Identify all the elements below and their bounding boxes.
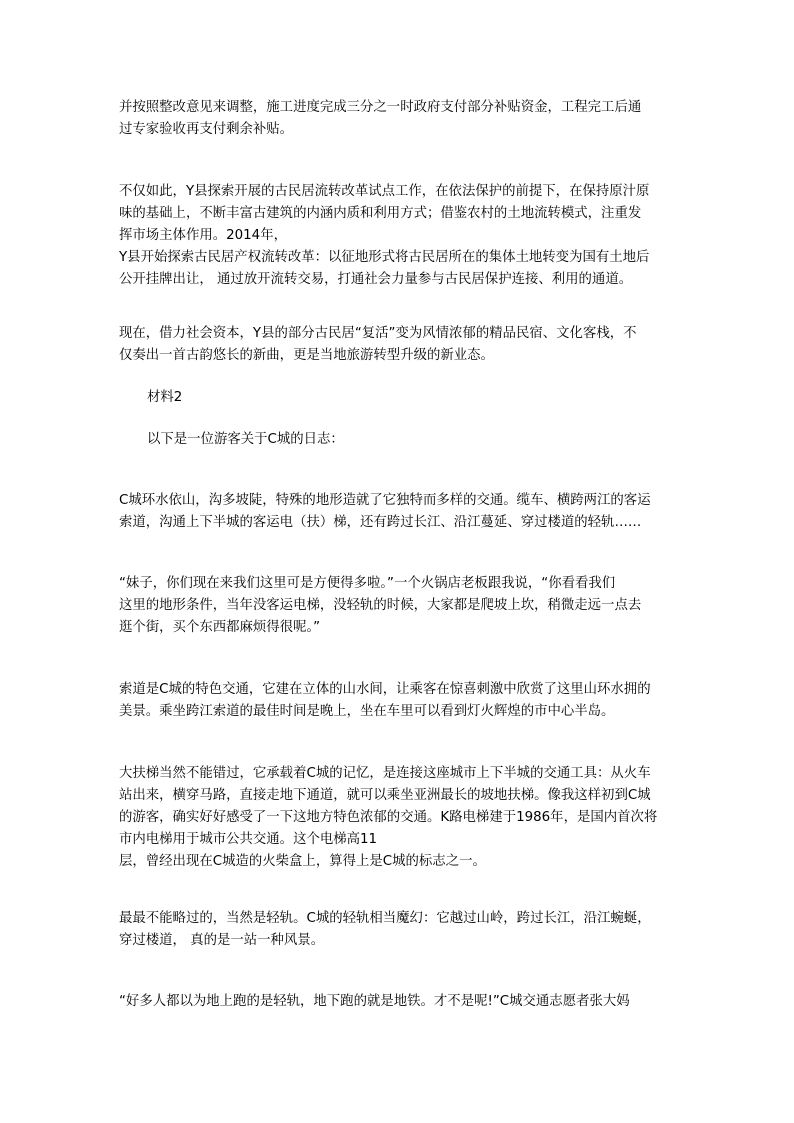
paragraph-city-transport (119, 490, 675, 534)
text-line: 不仅如此，Y县探索开展的古民居流转改革试点工作，在依法保护的前提下，在保持原汁原 (119, 184, 650, 199)
text-line: 公开挂牌出让， 通过放开流转交易，打通社会力量参与古民居保护连接、利用的通道。 (119, 272, 633, 287)
text-line: 逛个街，买个东西都麻烦得很呢。” (119, 620, 321, 635)
text-line: Y县开始探索古民居产权流转改革：以征地形式将古民居所在的集体土地转变为国有土地后 (119, 250, 650, 265)
text-line: 美景。乘坐跨江索道的最佳时间是晚上，坐在车里可以看到灯火辉煌的市中心半岛。 (119, 704, 615, 719)
paragraph-diary-intro (147, 429, 703, 451)
text-line: 以下是一位游客关于C城的日志： (147, 432, 344, 447)
text-line: 市内电梯用于城市公共交通。这个电梯高11 (119, 832, 378, 847)
paragraph-volunteer-quote (119, 991, 675, 1013)
text-line: C城环水依山，沟多坡陡，特殊的地形造就了它独特而多样的交通。缆车、横跨两江的客运 (119, 493, 651, 508)
paragraph-subsidy (119, 97, 675, 141)
text-line: 最最不能略过的，当然是轻轨。C城的轻轨相当魔幻：它越过山岭，跨过长江，沿江蜿蜒， (119, 911, 651, 926)
section-heading-material-2 (147, 387, 703, 409)
text-line: 材料2 (147, 390, 183, 405)
text-line: 现在，借力社会资本，Y县的部分古民居“复活”变为风情浓郁的精品民宿、文化客栈，不 (119, 326, 637, 341)
text-line: 仅奏出一首古韵悠长的新曲，更是当地旅游转型升级的新业态。 (119, 348, 494, 363)
text-line: 的游客，确实好好感受了一下这地方特色浓郁的交通。K路电梯建于1986年，是国内首次将 (119, 810, 658, 825)
paragraph-hotpot-owner (119, 573, 675, 639)
text-line: 过专家验收再支付剩余补贴。 (119, 122, 294, 137)
text-line: 大扶梯当然不能错过，它承载着C城的记忆，是连接这座城市上下半城的交通工具：从火车 (119, 766, 651, 781)
text-line: “妹子，你们现在来我们这里可是方便得多啦。”一个火锅店老板跟我说，“你看看我们 (119, 576, 616, 591)
text-line: 站出来，横穿马路，直接走地下通道，就可以乘坐亚洲最长的坡地扶梯。像我这样初到C城 (119, 788, 651, 803)
text-line: 并按照整改意见来调整，施工进度完成三分之一时政府支付部分补贴资金，工程完工后通 (119, 100, 642, 115)
text-line: 味的基础上，不断丰富古建筑的内涵内质和利用方式；借鉴农村的土地流转模式，注重发 (119, 206, 642, 221)
text-line: “好多人都以为地上跑的是轻轨，地下跑的就是地铁。才不是呢!”C城交通志愿者张大妈 (119, 994, 630, 1009)
paragraph-light-rail (119, 908, 675, 952)
text-line: 挥市场主体作用。2014年， (119, 228, 287, 243)
paragraph-ropeway (119, 679, 675, 723)
paragraph-transfer-reform (119, 181, 675, 291)
paragraph-revival (119, 323, 675, 367)
text-line: 层，曾经出现在C城造的火柴盒上，算得上是C城的标志之一。 (119, 854, 486, 869)
text-line: 穿过楼道， 真的是一站一种风景。 (119, 933, 325, 948)
paragraph-escalator (119, 763, 675, 873)
text-line: 索道是C城的特色交通，它建在立体的山水间，让乘客在惊喜刺激中欣赏了这里山环水拥的 (119, 682, 651, 697)
text-line: 索道，沟通上下半城的客运电（扶）梯，还有跨过长江、沿江蔓延、穿过楼道的轻轨…… (119, 515, 642, 530)
text-line: 这里的地形条件，当年没客运电梯，没轻轨的时候，大家都是爬坡上坎，稍微走远一点去 (119, 598, 642, 613)
